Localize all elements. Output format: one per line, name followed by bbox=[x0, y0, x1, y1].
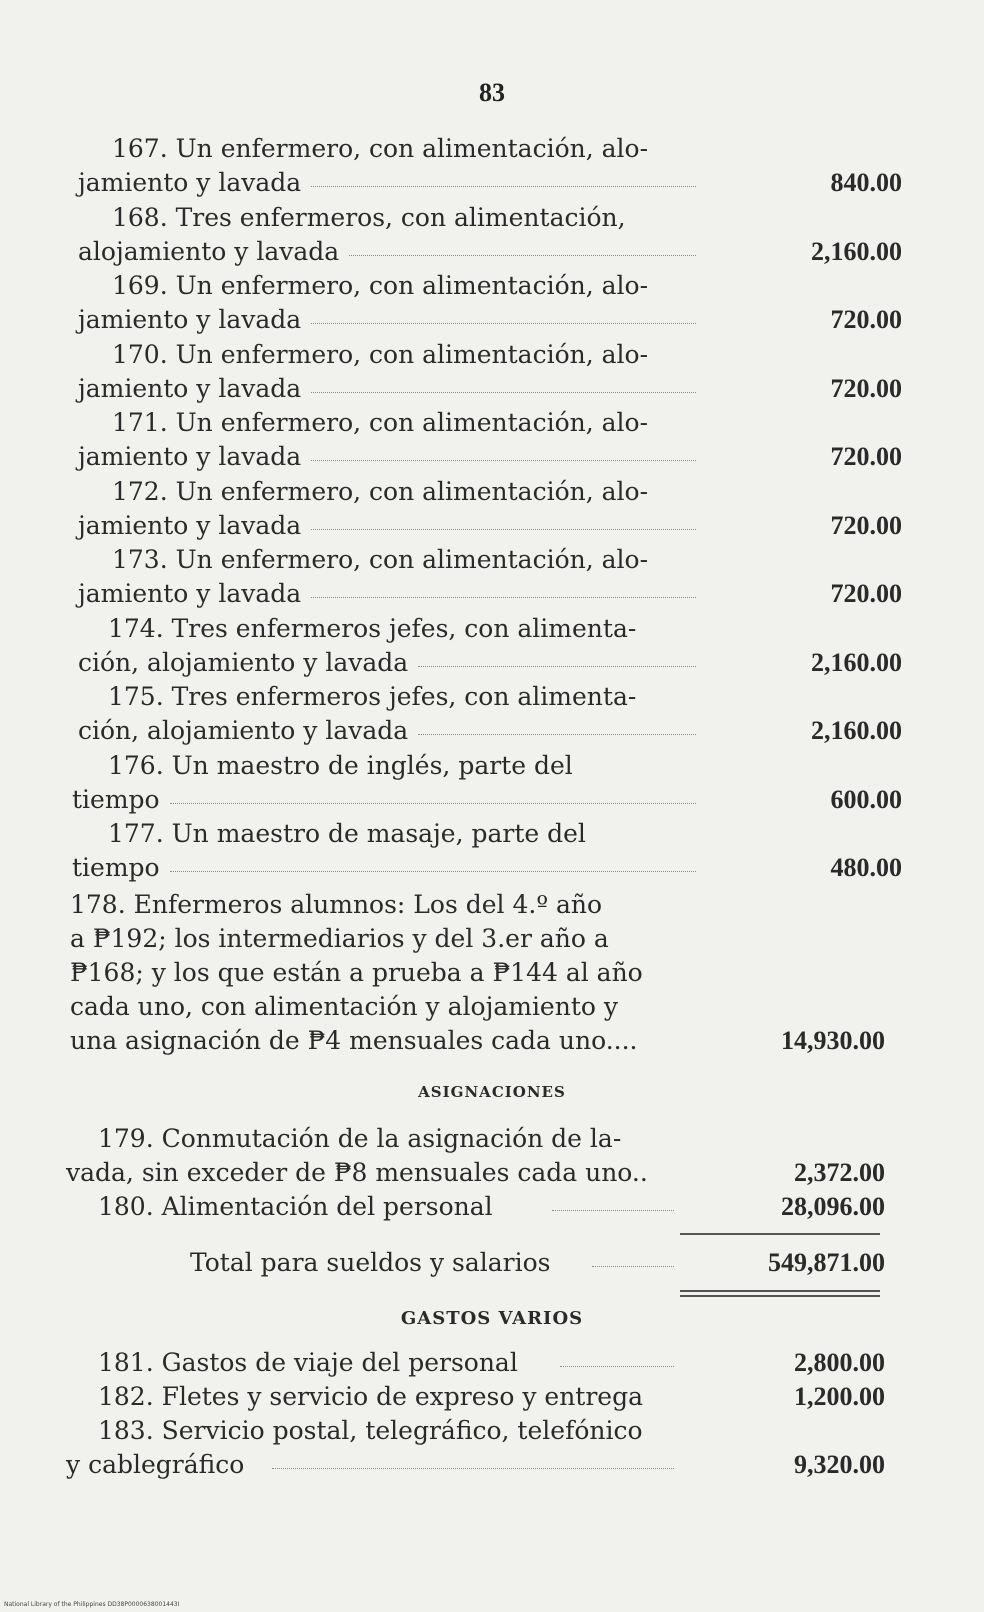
item-line-2: jamiento y lavada 720.00 bbox=[0, 440, 984, 474]
item-amount: 720.00 bbox=[830, 510, 902, 540]
item-amount: 2,160.00 bbox=[811, 716, 902, 745]
leader-dots bbox=[311, 323, 696, 324]
item-179-line-1: 179. Conmutación de la asignación de la- bbox=[98, 1124, 622, 1153]
item-amount: 2,160.00 bbox=[811, 236, 902, 266]
item-line-1: 170. Un enfermero, con alimentación, alo- bbox=[112, 339, 649, 369]
item-182-amount: 1,200.00 bbox=[794, 1382, 885, 1411]
section-heading-asignaciones: ASIGNACIONES bbox=[418, 1083, 566, 1101]
item-line-1: 173. Un enfermero, con alimentación, alo- bbox=[112, 545, 649, 574]
leader-dots bbox=[418, 666, 696, 667]
item-178-line-5: una asignación de ₱4 mensuales cada uno.... 14,930.00 bbox=[0, 1024, 984, 1058]
item-179-amount: 2,372.00 bbox=[794, 1158, 885, 1187]
item-amount: 600.00 bbox=[830, 784, 902, 814]
item-183-line-1: 183. Servicio postal, telegráfico, telefónico bbox=[98, 1416, 643, 1445]
item-181-line: 181. Gastos de viaje del personal 2,800.00 bbox=[0, 1346, 984, 1380]
item-178-line-4: cada uno, con alimentación y alojamiento y bbox=[70, 992, 618, 1021]
item-line-2: jamiento y lavada 720.00 bbox=[0, 577, 984, 611]
leader-dots bbox=[311, 597, 696, 598]
item-line-2: tiempo 600.00 bbox=[0, 783, 984, 817]
item-amount: 720.00 bbox=[830, 305, 902, 334]
library-footer-note: National Library of the Philippines DD38P0000638001443I bbox=[4, 1601, 180, 1608]
item-amount: 720.00 bbox=[830, 579, 902, 608]
item-amount: 720.00 bbox=[830, 442, 902, 471]
item-line-1: 174. Tres enfermeros jefes, con alimenta- bbox=[108, 613, 637, 643]
section-heading-gastos-varios: GASTOS VARIOS bbox=[400, 1308, 584, 1329]
total-line: Total para sueldos y salarios 549,871.00 bbox=[0, 1246, 984, 1280]
leader-dots bbox=[311, 529, 696, 530]
item-line-2: jamiento y lavada 720.00 bbox=[0, 509, 984, 543]
item-line-2: jamiento y lavada 720.00 bbox=[0, 372, 984, 406]
item-line-1: 177. Un maestro de masaje, parte del bbox=[108, 819, 586, 848]
item-amount: 480.00 bbox=[830, 853, 902, 882]
item-183-amount: 9,320.00 bbox=[794, 1450, 885, 1479]
item-line-1: 169. Un enfermero, con alimentación, alo- bbox=[112, 271, 649, 300]
item-178-amount: 14,930.00 bbox=[781, 1026, 885, 1055]
item-line-2: jamiento y lavada 720.00 bbox=[0, 303, 984, 337]
item-amount: 840.00 bbox=[830, 168, 902, 197]
leader-dots bbox=[170, 871, 696, 872]
leader-dots bbox=[170, 803, 696, 804]
item-line-2: ción, alojamiento y lavada 2,160.00 bbox=[0, 714, 984, 748]
item-line-2: ción, alojamiento y lavada 2,160.00 bbox=[0, 646, 984, 680]
page-number: 83 bbox=[479, 78, 505, 107]
item-180-line: 180. Alimentación del personal 28,096.00 bbox=[0, 1190, 984, 1224]
item-line-2: alojamiento y lavada 2,160.00 bbox=[0, 235, 984, 269]
leader-dots bbox=[311, 460, 696, 461]
item-182-line: 182. Fletes y servicio de expreso y entrega 1,200.00 bbox=[0, 1380, 984, 1414]
item-line-1: 168. Tres enfermeros, con alimentación, bbox=[112, 202, 626, 232]
total-top-rule bbox=[680, 1233, 880, 1235]
leader-dots bbox=[418, 734, 696, 735]
item-178-line-1: 178. Enfermeros alumnos: Los del 4.º año bbox=[70, 890, 603, 919]
item-183-line-2: y cablegráfico 9,320.00 bbox=[0, 1448, 984, 1482]
leader-dots bbox=[311, 186, 696, 187]
total-double-rule-2 bbox=[680, 1295, 880, 1297]
item-line-1: 172. Un enfermero, con alimentación, alo- bbox=[112, 476, 649, 506]
item-amount: 720.00 bbox=[830, 373, 902, 403]
item-line-1: 167. Un enfermero, con alimentación, alo- bbox=[112, 134, 649, 163]
leader-dots bbox=[311, 392, 696, 393]
item-line-1: 171. Un enfermero, con alimentación, alo- bbox=[112, 408, 649, 437]
item-line-1: 175. Tres enfermeros jefes, con alimenta- bbox=[108, 682, 637, 711]
total-double-rule-1 bbox=[680, 1290, 880, 1292]
item-181-amount: 2,800.00 bbox=[794, 1348, 885, 1377]
leader-dots bbox=[349, 255, 696, 256]
item-amount: 2,160.00 bbox=[811, 647, 902, 677]
item-179-line-2: vada, sin exceder de ₱8 mensuales cada uno.. 2,372.00 bbox=[0, 1156, 984, 1190]
leader-dots bbox=[272, 1468, 674, 1469]
item-line-2: jamiento y lavada 840.00 bbox=[0, 166, 984, 200]
item-178-line-2: a ₱192; los intermediarios y del 3.er año a bbox=[70, 924, 609, 953]
item-178-line-3: ₱168; y los que están a prueba a ₱144 al año bbox=[70, 958, 643, 987]
item-line-2: tiempo 480.00 bbox=[0, 851, 984, 885]
item-line-1: 176. Un maestro de inglés, parte del bbox=[108, 750, 573, 780]
item-180-amount: 28,096.00 bbox=[781, 1192, 885, 1221]
total-amount: 549,871.00 bbox=[768, 1248, 885, 1277]
